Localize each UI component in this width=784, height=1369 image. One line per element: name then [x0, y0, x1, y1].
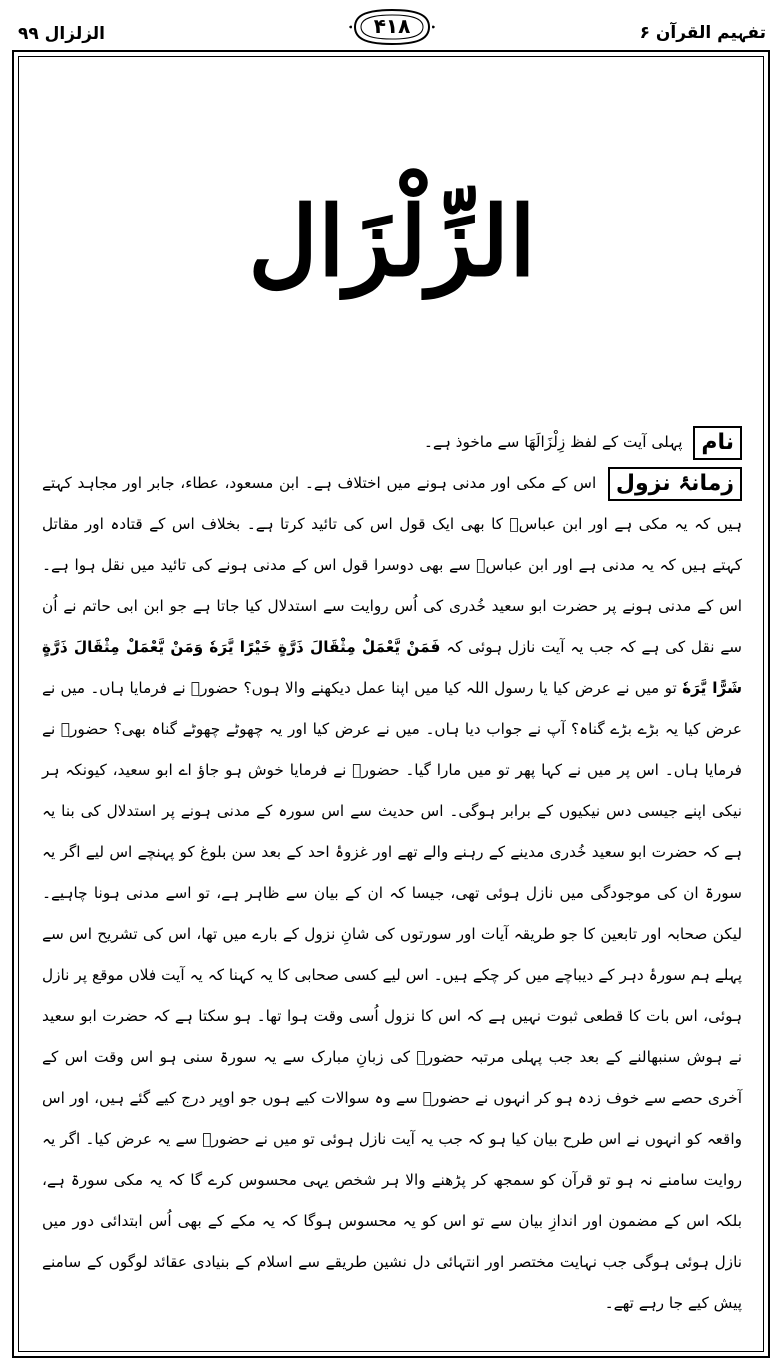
body-text — [42, 422, 742, 1324]
section-zamana-nuzool — [42, 463, 742, 1324]
quran-quote: فَمَنْ يَّعْمَلْ مِثْقَالَ ذَرَّةٍ خَيْرًا يَّرَهٗ وَمَنْ يَّعْمَلْ مِثْقَالَ ذَرَّةٍ شَرًّا يَّرَهٗ — [42, 638, 742, 697]
section-heading-naam: نام — [693, 426, 742, 460]
section-text-zamana-nuzool-2: تو میں نے عرض کیا یا رسول اللہ کیا میں اپنا عمل دیکھنے والا ہوں؟ حضورؐ نے فرمایا ہاں۔ میں نے عرض کیا یہ بڑے بڑے گناہ؟ آپ نے جواب دیا ہاں۔ میں نے عرض کیا اور یہ چھوٹے چھوٹے گناہ بھی؟ حضورؐ نے فرمایا ہاں۔ اس پر میں نے کہا پھر تو میں مارا گیا۔ حضورؐ نے فرمایا خوش ہو جاؤ اے ابو سعید، کیونکہ ہر نیکی اپنے جیسی دس نیکیوں کے برابر ہوگی۔ اس حدیث سے اس سورہ کے مدنی ہونے پر استدلال کی بنا یہ ہے کہ حضرت ابو سعید خُدری مدینے کے رہنے والے تھے اور غزوۂ احد کے بعد سن بلوغ کو پہنچے اس لیے اگر یہ سورۃ ان کی موجودگی میں نازل ہوئی تھی، جیسا کہ ان کے بیان سے ظاہر ہے، تو اسے مدنی ہونا چاہیے۔ لیکن صحابہ اور تابعین کا جو طریقہ آیات اور سورتوں کی شانِ نزول کے بارے میں تھا، اس کی تشریح اس سے پہلے ہم سورۂ دہر کے دیباچے میں کر چکے ہیں۔ اس لیے کسی صحابی کا یہ کہنا کہ یہ آیت فلاں موقع پر نازل ہوئی، اس بات کا قطعی ثبوت نہیں ہے کہ اس کا نزول اُسی وقت ہوا تھا۔ ہو سکتا ہے کہ حضرت ابو سعید نے ہوش سنبھالنے کے بعد جب پہلی مرتبہ حضورؐ کی زبانِ مبارک سے یہ سورۃ سنی ہو اس وقت اس کے آخری حصے سے خوف زدہ ہو کر انہوں نے حضورؐ سے وہ سوالات کیے ہوں جو اوپر درج کیے گئے ہیں، اور اس واقعہ کو انہوں نے اس طرح بیان کیا ہو کہ جب یہ آیت نازل ہوئی تو میں نے حضورؐ سے یہ عرض کیا۔ اگر یہ روایت سامنے نہ ہو تو قرآن کو سمجھ کر پڑھنے والا ہر شخص یہی محسوس کرے گا کہ یہ مکی سورۃ ہے، بلکہ اس کے مضمون اور اندازِ بیان سے تو اس کو یہ محسوس ہوگا کہ یہ مکے کے بھی اُس ابتدائی دور میں نازل ہوئی ہوگی جب نہایت مختصر اور انتہائی دل نشین طریقے سے اسلام کے بنیادی عقائد لوگوں کے سامنے پیش کیے جا رہے تھے۔ — [42, 679, 742, 1312]
section-heading-zamana-nuzool: زمانۂ نزول — [608, 467, 742, 501]
page-number: ۴۱۸ — [373, 14, 411, 38]
section-naam — [42, 422, 742, 463]
section-text-naam: پہلی آیت کے لفظ زِلْزَالَهَا سے ماخوذ ہے۔ — [423, 433, 683, 451]
page-number-ornament — [347, 8, 437, 46]
header-book-label: تفہیم القرآن ۶ — [639, 23, 766, 43]
header-surah-label: الزلزال ۹۹ — [18, 24, 106, 44]
surah-title: الزِّلْزَال — [248, 185, 536, 298]
section-text-zamana-nuzool-1: اس کے مکی اور مدنی ہونے میں اختلاف ہے۔ ابن مسعود، عطاء، جابر اور مجاہد کہتے ہیں کہ یہ مکی ہے اور ابن عباسؓ کا بھی ایک قول اس کی تائید کرتا ہے۔ بخلاف اس کے قتادہ اور مقاتل کہتے ہیں کہ یہ مدنی ہے اور ابن عباسؓ سے بھی دوسرا قول اس کے مدنی ہونے کی تائید میں نقل ہوا ہے۔ اس کے مدنی ہونے پر حضرت ابو سعید خُدری کی اُس روایت سے استدلال کیا جاتا ہے جو ابن ابی حاتم نے اُن سے نقل کی ہے کہ جب یہ آیت نازل ہوئی کہ — [42, 474, 742, 656]
